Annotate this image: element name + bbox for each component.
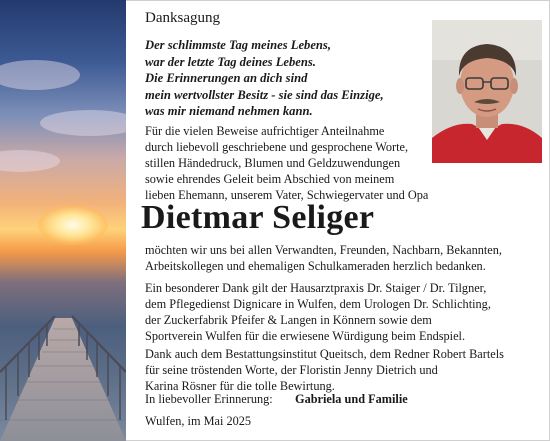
thanks-line: Sportverein Wulfen für die erwiesene Würdigung beim Endspiel. [145,329,466,343]
portrait-photo [432,20,542,163]
intro-line: Für die vielen Beweise aufrichtiger Anteilnahme [145,124,385,138]
family-signature: Gabriela und Familie [295,392,408,406]
poem-line: Die Erinnerungen an dich sind [145,71,308,86]
thanks-paragraph-special [145,280,491,344]
thanks-paragraph-general [145,242,502,274]
thanks-line: für seine tröstenden Worte, der Floristin Jenny Dietrich und [145,363,438,377]
closing-label: In liebevoller Erinnerung: [145,392,273,406]
thanks-paragraph-funeral [145,346,504,394]
thanks-line: Arbeitskollegen und ehemaligen Schulkameraden herzlich bedanken. [145,259,486,273]
thanks-line: Ein besonderer Dank gilt der Hausarztpraxis Dr. Staiger / Dr. Tilgner, [145,281,487,295]
heading-danksagung: Danksagung [145,10,220,26]
poem-line: mein wertvollster Besitz - sie sind das Einzige, [145,87,384,102]
intro-line: stillen Händedruck, Blumen und Geldzuwendungen [145,156,401,170]
sunset-pier-image [0,0,126,441]
memorial-poem [145,37,384,120]
intro-paragraph [145,123,428,203]
intro-line: durch liebevoll geschriebene und gesprochene Worte, [145,140,409,154]
deceased-name: Dietmar Seliger [141,199,375,236]
intro-line: sowie ehrendes Geleit beim Abschied von meinem [145,172,395,186]
intro-line: lieben Ehemann, unserem Vater, Schwiegervater und Opa [145,188,429,202]
poem-line: was mir niemand nehmen kann. [145,104,313,119]
thanks-line: Karina Rösner für die tolle Bewirtung. [145,379,335,393]
poem-line: war der letzte Tag deines Lebens. [145,54,316,69]
poem-line: Der schlimmste Tag meines Lebens, [145,38,331,52]
thanks-line: möchten wir uns bei allen Verwandten, Freunden, Nachbarn, Bekannten, [145,243,502,257]
thanks-line: dem Pflegedienst Dignicare in Wulfen, dem Urologen Dr. Schlichting, [145,297,491,311]
thanks-line: Dank auch dem Bestattungsinstitut Queitsch, dem Redner Robert Bartels [145,347,504,361]
thanks-line: der Zuckerfabrik Pfeifer & Langen in Könnern sowie dem [145,313,432,327]
place-date: Wulfen, im Mai 2025 [145,414,252,428]
